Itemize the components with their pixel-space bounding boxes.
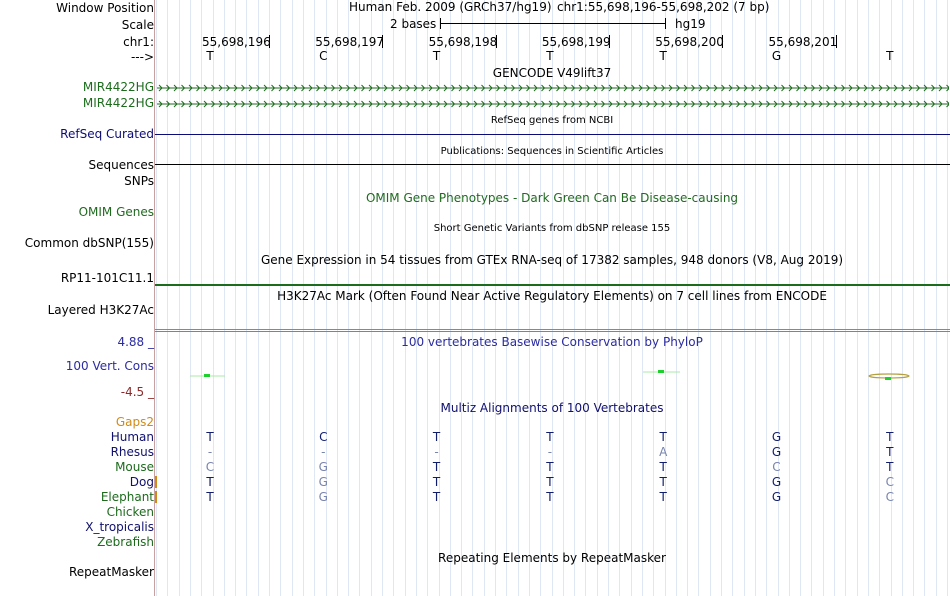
scale-label: Scale [121, 18, 154, 32]
alignment-base: T [206, 430, 214, 444]
alignment-base: T [206, 490, 214, 504]
alignment-base: T [546, 475, 554, 489]
gaps-label[interactable]: Gaps2 [115, 415, 154, 429]
alignment-base: T [886, 460, 894, 474]
scale-bar-left-tick [440, 18, 441, 29]
alignment-base: - [207, 445, 213, 459]
dbsnp-title[interactable]: Short Genetic Variants from dbSNP release 155 [433, 223, 671, 234]
phylop-plot [155, 365, 950, 385]
alignment-base: G [771, 445, 782, 459]
alignment-base: C [885, 475, 894, 489]
species-label-zebrafish[interactable]: Zebrafish [97, 535, 154, 549]
h3k27ac-title[interactable]: H3K27Ac Mark (Often Found Near Active Regulatory Elements) on 7 cell lines from ENCODE [277, 289, 827, 303]
repeat-title[interactable]: Repeating Elements by RepeatMasker [438, 551, 666, 565]
phylop-label[interactable]: 100 Vert. Cons [65, 359, 154, 373]
coordinate-label: 55,698,196 [202, 35, 271, 49]
dog-gap-marker [155, 476, 157, 488]
scale-bar-right-tick [665, 18, 666, 29]
alignment-base: T [659, 460, 667, 474]
alignment-base: T [546, 460, 554, 474]
scale-bar [440, 23, 666, 24]
coordinate-label: 55,698,197 [315, 35, 385, 49]
alignment-base: G [771, 490, 782, 504]
alignment-base: - [321, 445, 326, 459]
species-label-rhesus[interactable]: Rhesus [110, 445, 154, 459]
h3k27ac-label[interactable]: Layered H3K27Ac [47, 303, 154, 317]
assembly-text: Human Feb. 2009 (GRCh37/hg19) [349, 0, 552, 14]
refseq-label[interactable]: RefSeq Curated [60, 127, 154, 141]
phylop-max-label: 4.88 _ [117, 335, 154, 349]
phylop-min-label: -4.5 _ [120, 385, 154, 399]
multiz-title[interactable]: Multiz Alignments of 100 Vertebrates [440, 401, 664, 415]
species-label-chicken[interactable]: Chicken [106, 505, 154, 519]
label-separator [154, 0, 155, 596]
alignment-base: G [318, 475, 328, 489]
strand-label[interactable]: ---> [130, 50, 154, 64]
coordinate-label: 55,698,200 [655, 35, 724, 49]
alignment-base: A [659, 445, 668, 459]
position-text[interactable]: chr1:55,698,196-55,698,202 (7 bp) [557, 0, 770, 14]
alignment-base: C [772, 460, 781, 474]
elephant-gap-marker [155, 491, 157, 503]
sequences-line [155, 164, 950, 165]
reference-base: T [886, 49, 894, 63]
gene2-feature[interactable] [157, 98, 949, 108]
coordinate-label: 55,698,201 [768, 35, 838, 49]
alignment-base: T [546, 490, 554, 504]
scale-db: hg19 [675, 17, 706, 31]
reference-base: G [771, 49, 782, 63]
alignment-base: G [318, 460, 328, 474]
reference-base: T [546, 49, 554, 63]
scale-text: 2 bases [390, 17, 437, 31]
window-position-label: Window Position [56, 1, 154, 15]
phylop-base-7-bar [885, 377, 891, 380]
alignment-base: T [659, 475, 667, 489]
refseq-line [155, 134, 950, 135]
repeat-label[interactable]: RepeatMasker [68, 565, 154, 579]
species-label-elephant[interactable]: Elephant [100, 490, 154, 504]
alignment-base: T [432, 430, 441, 444]
sequences-title[interactable]: Publications: Sequences in Scientific Articles [440, 146, 664, 157]
gene1-chevrons [157, 83, 949, 92]
alignment-base: T [886, 445, 894, 459]
alignment-base: C [205, 460, 215, 474]
gene2-chevrons [157, 99, 949, 108]
alignment-base: C [885, 490, 894, 504]
phylop-base-5-bar [658, 370, 664, 373]
alignment-base: - [547, 445, 553, 459]
gene1-label[interactable]: MIR4422HG [82, 80, 154, 94]
species-label-mouse[interactable]: Mouse [115, 460, 154, 474]
gene2-label[interactable]: MIR4422HG [82, 96, 154, 110]
species-label-dog[interactable]: Dog [129, 475, 154, 489]
alignment-base: T [206, 475, 214, 489]
omim-title[interactable]: OMIM Gene Phenotypes - Dark Green Can Be Disease-causing [365, 191, 739, 205]
phylop-title[interactable]: 100 vertebrates Basewise Conservation by PhyloP [401, 335, 703, 349]
h3k27ac-signal-orange [155, 329, 950, 330]
gene1-feature[interactable] [157, 82, 949, 92]
alignment-base: T [659, 490, 667, 504]
gtex-gene-bar[interactable] [155, 284, 950, 286]
h3k27ac-signal-blue [155, 331, 950, 332]
reference-base: C [319, 49, 328, 63]
gtex-title[interactable]: Gene Expression in 54 tissues from GTEx RNA-seq of 17382 samples, 948 donors (V8, Aug 2019) [260, 253, 844, 267]
chrom-label: chr1: [123, 35, 154, 49]
alignment-base: G [771, 475, 782, 489]
alignment-base: T [546, 430, 554, 444]
reference-base: T [432, 49, 441, 63]
alignment-base: T [432, 490, 441, 504]
alignment-base: G [318, 490, 328, 504]
gtex-label[interactable]: RP11-101C11.1 [60, 271, 154, 285]
alignment-base: - [434, 445, 439, 459]
snps-label[interactable]: SNPs [124, 174, 154, 188]
reference-base: T [206, 49, 214, 63]
species-label-x-tropicalis[interactable]: X_tropicalis [85, 520, 154, 534]
omim-label[interactable]: OMIM Genes [78, 205, 154, 219]
dbsnp-label[interactable]: Common dbSNP(155) [24, 236, 154, 250]
alignment-base: C [319, 430, 328, 444]
reference-base: T [659, 49, 667, 63]
alignment-base: T [886, 430, 894, 444]
refseq-title[interactable]: RefSeq genes from NCBI [490, 115, 614, 126]
alignment-base: T [432, 460, 441, 474]
phylop-base-1-bar [204, 374, 210, 377]
coordinate-label: 55,698,198 [428, 35, 498, 49]
gencode-title[interactable]: GENCODE V49lift37 [492, 66, 612, 80]
species-label-human[interactable]: Human [110, 430, 154, 444]
coordinate-label: 55,698,199 [541, 35, 611, 49]
alignment-base: T [659, 430, 667, 444]
alignment-base: G [771, 430, 782, 444]
sequences-label[interactable]: Sequences [88, 158, 154, 172]
alignment-base: T [432, 475, 441, 489]
